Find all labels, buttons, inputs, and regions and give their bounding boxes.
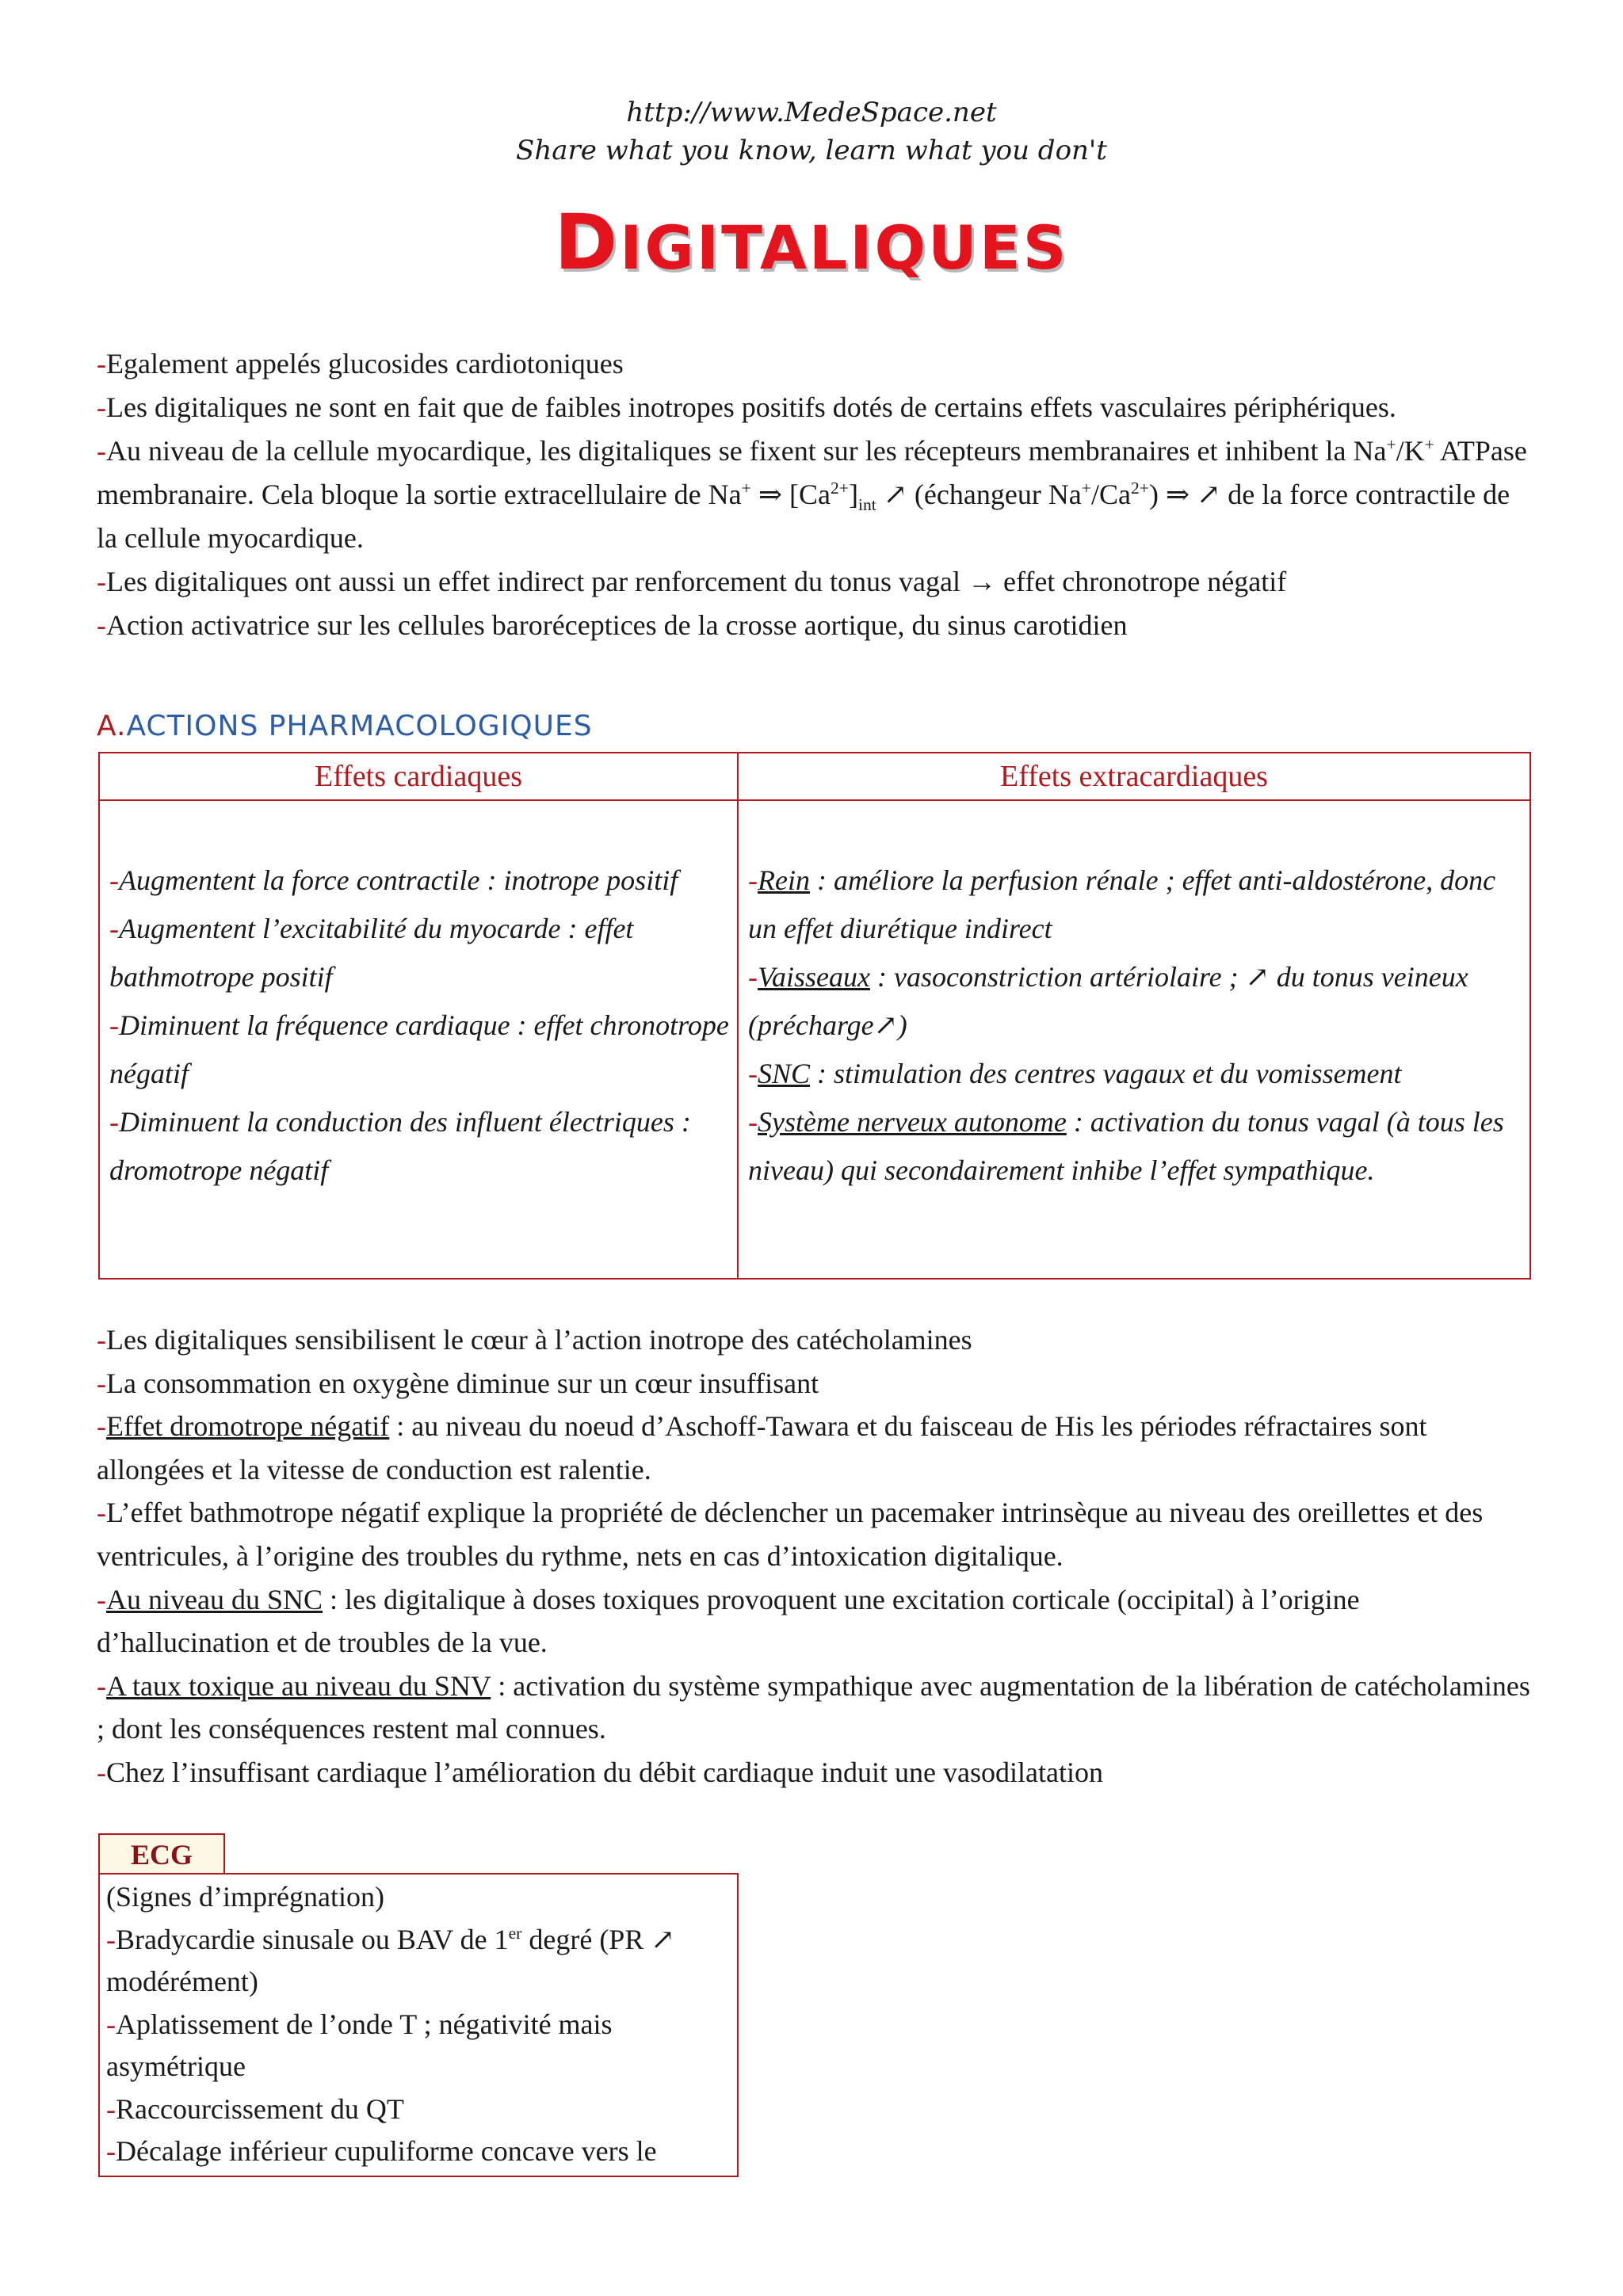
bullet-dash: - <box>748 1058 758 1089</box>
intro-line-mechanism: -Au niveau de la cellule myocardique, les digitaliques se fixent sur les récepteurs membranaires et inhibent la Na+/K+ ATPase membranaire. Cela bloque la sortie extracellulaire de Na+ ⇒ $[Ca^{2+}]_{int}$ ↗ (échangeur $Na^+/Ca^{2+}$) ⇒ ↗ de la force contractile de la cellule myocardique. <box>97 435 1527 554</box>
bullet-dash: - <box>109 1009 119 1041</box>
bullet-dash: - <box>106 2092 116 2125</box>
paragraph: -Les digitaliques sensibilisent le cœur à l’action inotrope des catécholamines <box>97 1324 972 1356</box>
bullet-dash: - <box>97 609 106 641</box>
page-title: DIGITALIQUES <box>554 198 1069 287</box>
intro-section <box>97 342 1531 647</box>
cardiac-effects-cell <box>99 800 738 1279</box>
section-title: ACTIONS PHARMACOLOGIQUES <box>126 710 593 742</box>
paragraph: -Au niveau du SNC : les digitalique à doses toxiques provoquent une excitation corticale (occipital) à l’origine d’hallucination et de troubles de la vue. <box>97 1583 1360 1659</box>
bullet-dash: - <box>97 1497 106 1529</box>
bullet-dash: - <box>109 913 119 944</box>
post-table-section <box>97 1318 1531 1794</box>
list-item: -SNC : stimulation des centres vagaux et du vomissement <box>748 1058 1402 1089</box>
list-item: -Système nerveux autonome : activation du tonus vagal (à tous les niveau) qui secondairement inhibe l’effet sympathique. <box>748 1106 1504 1186</box>
ecg-label: ECG <box>98 1833 225 1875</box>
paragraph: -La consommation en oxygène diminue sur un cœur insuffisant <box>97 1367 819 1399</box>
bullet-dash: - <box>97 1756 106 1788</box>
effects-table <box>98 752 1531 1280</box>
header-extracardiac-effects: Effets extracardiaques <box>738 753 1530 800</box>
bullet-dash: - <box>97 348 106 379</box>
term-snc: SNC <box>758 1058 811 1089</box>
list-item: -Diminuent la conduction des influent électriques : dromotrope négatif <box>109 1106 691 1186</box>
effects-table-header <box>99 753 1530 800</box>
header-cardiac-effects: Effets cardiaques <box>99 753 738 800</box>
section-heading-a <box>97 710 593 742</box>
bullet-dash: - <box>748 961 758 993</box>
intro-line: -Egalement appelés glucosides cardiotoniques <box>97 348 624 379</box>
site-url: http://www.MedeSpace.net <box>626 97 997 128</box>
term-rein: Rein <box>758 864 810 896</box>
effects-table-row <box>99 800 1530 1279</box>
bullet-dash: - <box>97 435 106 467</box>
extracardiac-effects-cell <box>738 800 1530 1279</box>
list-item: -Raccourcissement du QT <box>106 2092 404 2125</box>
list-item: -Rein : améliore la perfusion rénale ; effet anti-aldostérone, donc un effet diurétique indirect <box>748 864 1496 944</box>
term-sna: Système nerveux autonome <box>758 1106 1067 1138</box>
term-vaisseaux: Vaisseaux <box>758 961 870 993</box>
list-item: -Décalage inférieur cupuliforme concave vers le <box>106 2135 657 2167</box>
bullet-dash: - <box>97 1367 106 1399</box>
ecg-subtitle: (Signes d’imprégnation) <box>106 1881 384 1913</box>
bullet-dash: - <box>109 1106 119 1138</box>
list-item: -Bradycardie sinusale ou BAV de 1er degré (PR ↗ modérément) <box>106 1923 675 1997</box>
bullet-dash: - <box>97 391 106 423</box>
bullet-dash: - <box>109 864 119 896</box>
list-item: -Augmentent la force contractile : inotrope positif <box>109 864 678 896</box>
intro-line: -Les digitaliques ne sont en fait que de faibles inotropes positifs dotés de certains effets vasculaires périphériques. <box>97 391 1396 423</box>
list-item: -Vaisseaux : vasoconstriction artériolaire ; ↗ du tonus veineux (précharge↗) <box>748 961 1468 1041</box>
section-letter: A. <box>97 710 127 742</box>
paragraph: -A taux toxique au niveau du SNV : activation du système sympathique avec augmentation de la libération de catécholamines ; dont les conséquences restent mal connues. <box>97 1669 1530 1745</box>
bullet-dash: - <box>106 2135 116 2167</box>
paragraph: -Chez l’insuffisant cardiaque l’amélioration du débit cardiaque induit une vasodilatation <box>97 1756 1103 1788</box>
bullet-dash: - <box>97 1324 106 1356</box>
bullet-dash: - <box>97 1410 106 1443</box>
bullet-dash: - <box>106 1923 116 1955</box>
list-item: -Aplatissement de l’onde T ; négativité mais asymétrique <box>106 2008 613 2082</box>
page-header <box>0 93 1623 170</box>
list-item: -Augmentent l’excitabilité du myocarde : effet bathmotrope positif <box>109 913 634 993</box>
paragraph: -Effet dromotrope négatif : au niveau du noeud d’Aschoff-Tawara et du faisceau de His les périodes réfractaires sont allongées et la vitesse de conduction est ralentie. <box>97 1410 1427 1486</box>
bullet-dash: - <box>748 864 758 896</box>
bullet-dash: - <box>97 1669 106 1702</box>
list-item: -Diminuent la fréquence cardiaque : effet chronotrope négatif <box>109 1009 729 1089</box>
intro-line: -Les digitaliques ont aussi un effet indirect par renforcement du tonus vagal → effet chronotrope négatif <box>97 566 1287 597</box>
ecg-box <box>98 1873 739 2177</box>
bullet-dash: - <box>97 566 106 597</box>
bullet-dash: - <box>748 1106 758 1138</box>
bullet-dash: - <box>106 2008 116 2040</box>
bullet-dash: - <box>97 1583 106 1615</box>
intro-line: -Action activatrice sur les cellules baroréceptices de la crosse aortique, du sinus carotidien <box>97 609 1128 641</box>
paragraph: -L’effet bathmotrope négatif explique la propriété de déclencher un pacemaker intrinsèque au niveau des oreillettes et des ventricules, à l’origine des troubles du rythme, nets en cas d’intoxication digitalique. <box>97 1497 1484 1572</box>
site-tagline: Share what you know, learn what you don't <box>516 135 1107 166</box>
